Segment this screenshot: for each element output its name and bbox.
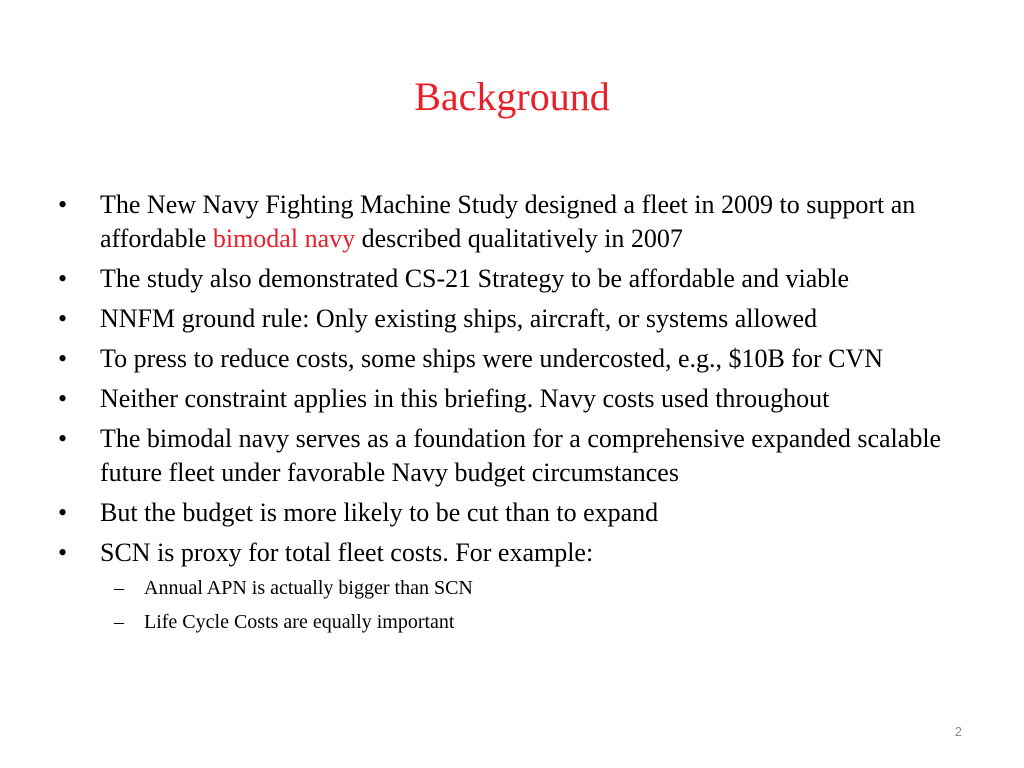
bullet-item bbox=[58, 302, 978, 336]
bullet-highlight: bimodal navy bbox=[212, 224, 356, 253]
bullet-text: To press to reduce costs, some ships were undercosted, e.g., $10B for CVN bbox=[100, 344, 884, 373]
bullet-text: described qualitatively in 2007 bbox=[355, 224, 683, 253]
bullet-marker: • bbox=[58, 344, 68, 373]
sub-bullet-item bbox=[100, 608, 978, 636]
bullet-text: The New Navy Fighting Machine Study designed a fleet in 2009 to support an affordable bbox=[100, 190, 916, 253]
sub-bullet-marker: – bbox=[114, 577, 124, 599]
bullet-marker: • bbox=[58, 498, 68, 527]
sub-bullet-marker: – bbox=[114, 611, 124, 633]
bullet-text: Neither constraint applies in this briefing. Navy costs used throughout bbox=[100, 384, 830, 413]
bullet-item bbox=[58, 342, 978, 376]
bullet-text: SCN is proxy for total fleet costs. For example: bbox=[100, 538, 594, 567]
sub-bullet-list bbox=[100, 574, 978, 636]
bullet-marker: • bbox=[58, 424, 68, 453]
bullet-marker: • bbox=[58, 384, 68, 413]
bullet-item bbox=[58, 496, 978, 530]
bullet-item bbox=[58, 536, 978, 636]
bullet-marker: • bbox=[58, 304, 68, 333]
bullet-item bbox=[58, 262, 978, 296]
bullet-text: The study also demonstrated CS-21 Strategy to be affordable and viable bbox=[100, 264, 849, 293]
page-number: 2 bbox=[954, 724, 962, 739]
sub-bullet-text: Annual APN is actually bigger than SCN bbox=[144, 577, 473, 599]
bullet-list bbox=[58, 188, 978, 642]
slide-title: Background bbox=[414, 74, 610, 119]
bullet-item bbox=[58, 382, 978, 416]
bullet-text: The bimodal navy serves as a foundation for a comprehensive expanded scalable future fleet under favorable Navy budget circumstances bbox=[100, 424, 942, 487]
bullet-marker: • bbox=[58, 190, 68, 219]
bullet-text: But the budget is more likely to be cut than to expand bbox=[100, 498, 659, 527]
bullet-marker: • bbox=[58, 264, 68, 293]
bullet-marker: • bbox=[58, 538, 68, 567]
bullet-item bbox=[58, 422, 978, 490]
bullet-text: NNFM ground rule: Only existing ships, aircraft, or systems allowed bbox=[100, 304, 818, 333]
sub-bullet-text: Life Cycle Costs are equally important bbox=[144, 611, 455, 633]
sub-bullet-item bbox=[100, 574, 978, 602]
bullet-item bbox=[58, 188, 978, 256]
